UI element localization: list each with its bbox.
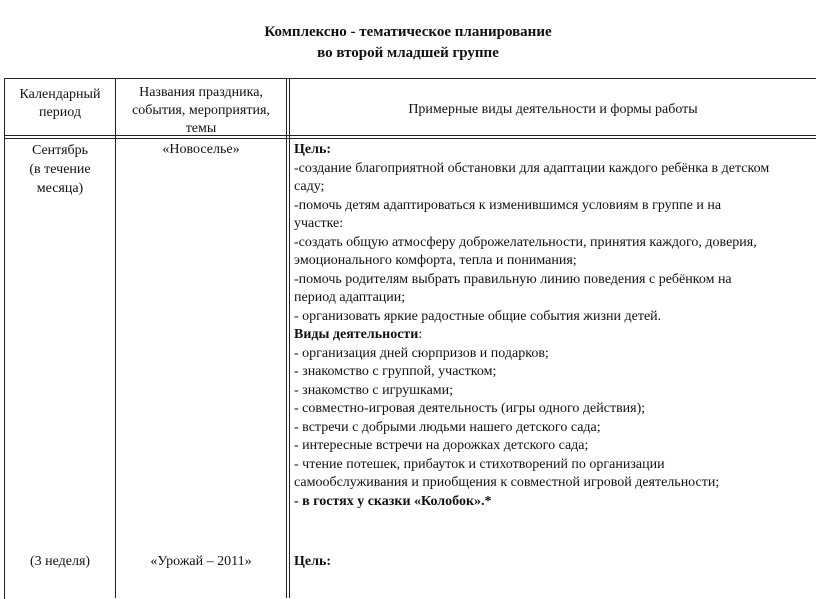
goal-line: -помочь детям адаптироваться к изменившимся условиям в группе и на (294, 197, 722, 213)
activities-label: Виды деятельности (294, 327, 419, 342)
goal-line: эмоционального комфорта, тепла и понимания; (294, 253, 577, 268)
table-divider-3 (289, 78, 290, 598)
goal-line: участке: (294, 216, 344, 231)
row2-theme: «Урожай – 2011» (150, 554, 252, 569)
page-subtitle: во второй младшей группе (317, 45, 499, 61)
activity-item: самообслуживания и приобщения к совместной игровой деятельности; (294, 475, 720, 490)
period-text: (в течение (29, 162, 91, 177)
activities-heading (294, 326, 816, 345)
activity-item: - организация дней сюрпризов и подарков; (294, 345, 549, 361)
header-calendar-period (5, 86, 115, 122)
row1-theme: «Новоселье» (162, 142, 240, 157)
activities-colon: : (418, 327, 423, 342)
row2-period: (3 неделя) (29, 554, 91, 569)
goal-label: Цель: (294, 142, 332, 157)
activity-item: - знакомство с игрушками; (294, 382, 454, 398)
period-text: Сентябрь (31, 143, 89, 158)
header-text: темы (185, 121, 217, 136)
goal-line: -создать общую атмосферу доброжелательности, принятия каждого, доверия, (294, 234, 757, 250)
row2-goal-label: Цель: (294, 554, 332, 569)
table-divider-2 (286, 78, 287, 598)
goal-line: - организовать яркие радостные общие события жизни детей. (294, 308, 662, 324)
activity-item: - чтение потешек, прибауток и стихотворений по организации (294, 456, 665, 472)
header-event-names (116, 84, 286, 138)
header-text: Названия праздника, (139, 85, 263, 100)
activity-item-final: - в гостях у сказки «Колобок».* (294, 493, 492, 509)
header-divider-double (4, 138, 816, 139)
header-text: период (39, 105, 81, 120)
header-activities: Примерные виды деятельности и формы работы (408, 102, 698, 117)
activity-item: - интересные встречи на дорожках детского сада; (294, 438, 589, 453)
activity-item: - встречи с добрыми людьми нашего детского сада; (294, 419, 601, 435)
row1-period (5, 141, 115, 198)
page-title: Комплексно - тематическое планирование (264, 24, 552, 40)
goal-line: период адаптации; (294, 290, 406, 305)
goal-line: -создание благоприятной обстановки для адаптации каждого ребёнка в детском (294, 160, 770, 176)
activity-item: - совместно-игровая деятельность (игры одного действия); (294, 401, 646, 416)
period-text: месяца) (36, 181, 84, 196)
header-text: Календарный (19, 87, 101, 102)
goal-line: -помочь родителям выбрать правильную линию поведения с ребёнком на (294, 271, 732, 287)
goal-line: саду; (294, 179, 325, 194)
header-text: события, мероприятия, (132, 103, 270, 118)
activity-item: - знакомство с группой, участком; (294, 364, 497, 379)
row1-activities (294, 141, 816, 511)
